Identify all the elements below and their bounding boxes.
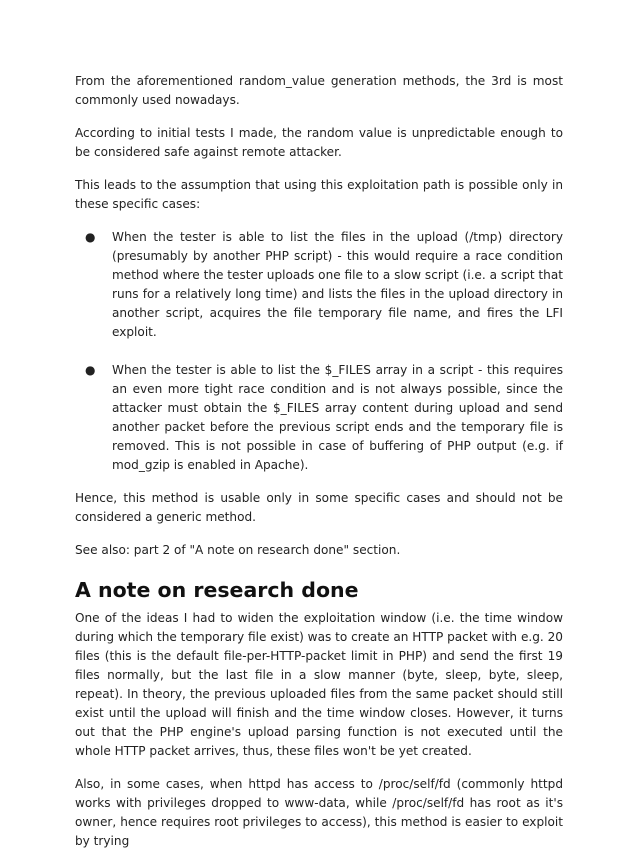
- list-item-text: When the tester is able to list the $_FILES array in a script - this requires an even more tight race condition and is not always possible, since the attacker must obtain the $_FILES array content during upload and send another packet before the previous script ends and the temporary file is removed. This is not possible in case of buffering of PHP output (e.g. if mod_gzip is enabled in Apache).: [112, 363, 563, 472]
- paragraph-proc-self-fd: Also, in some cases, when httpd has access to /proc/self/fd (commonly httpd works with privileges dropped to www-data, while /proc/self/fd has root as it's owner, hence requires root privileges to access), this method is easier to exploit by trying: [75, 777, 563, 848]
- list-item-text: When the tester is able to list the files in the upload (/tmp) directory (presumably by another PHP script) - this would require a race condition method where the tester uploads one file to a slow script (i.e. a script that runs for a relatively long time) and lists the files in the upload directory in another script, acquires the file temporary file name, and fires the LFI exploit.: [112, 230, 563, 339]
- paragraph-initial-tests: According to initial tests I made, the random value is unpredictable enough to be considered safe against remote attacker.: [75, 126, 563, 159]
- list-item: [85, 228, 563, 342]
- paragraph-hence: Hence, this method is usable only in some specific cases and should not be considered a generic method.: [75, 491, 563, 524]
- bullet-icon: ●: [85, 363, 96, 377]
- list-item: [85, 361, 563, 475]
- paragraph-see-also: See also: part 2 of "A note on research done" section.: [75, 543, 401, 557]
- bullet-icon: ●: [85, 230, 96, 244]
- paragraph-assumption: This leads to the assumption that using this exploitation path is possible only in these specific cases:: [75, 178, 563, 211]
- section-heading: A note on research done: [75, 578, 359, 602]
- paragraph-widen-window: One of the ideas I had to widen the exploitation window (i.e. the time window during which the temporary file exist) was to create an HTTP packet with e.g. 20 files (this is the default file-per-HTTP-packet limit in PHP) and send the first 19 files normally, but the last file in a slow manner (byte, sleep, byte, sleep, repeat). In theory, the previous uploaded files from the same packet should still exist until the upload will finish and the time window closes. However, it turns out that the PHP engine's upload parsing function is not executed until the whole HTTP packet arrives, thus, these files won't be yet created.: [75, 611, 563, 758]
- paragraph-random-value-methods: From the aforementioned random_value generation methods, the 3rd is most commonly used nowadays.: [75, 74, 563, 107]
- cases-list: [75, 228, 563, 475]
